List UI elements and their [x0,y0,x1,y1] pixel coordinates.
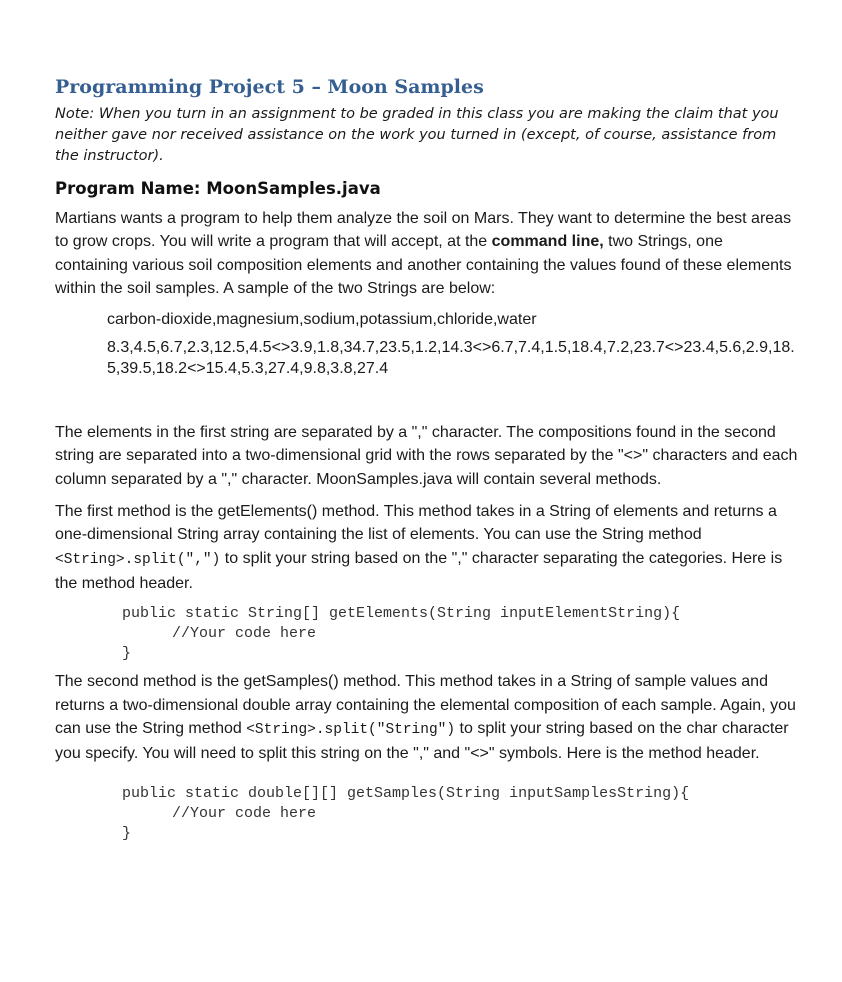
code-line: public static double[][] getSamples(String inputSamplesString){ [122,785,690,803]
spacer [55,774,800,784]
program-name-heading: Program Name: MoonSamples.java [55,179,381,198]
second-method-text-2: to split your string based on the char character you specify. You will need to split this string on the "," and "<>" symbols. Here is the method header. [55,719,789,763]
intro-bold: command line, [491,233,604,251]
first-method-text-2: to split your string based on the "," character separating the categories. Here is the method header. [55,549,783,592]
elements-explanation-paragraph: The elements in the first string are separated by a "," character. The compositions found in the second string are separated into a two-dimensional grid with the rows separated by the "<>" characters and each column separated by a "," character. MoonSamples.java will contain several methods. [55,424,798,488]
intro-text-1: Martians wants a program to help them analyze the soil on Mars. They want to determine the best areas to grow crops. You will write a program that will accept, at the [55,210,792,251]
intro-paragraph [55,207,800,300]
code-line: } [122,825,132,843]
first-method-text-1: The first method is the getElements() method. This method takes in a String of elements and returns a one-dimensional String array containing the list of elements. You can use the String method [55,503,777,544]
second-method-paragraph [55,670,800,765]
intro-text-2: two Strings, one containing various soil composition elements and another containing the values found of these elements within the soil samples. A sample of the two Strings are below: [55,233,792,297]
first-method-inline-code: <String>.split(",") [55,551,221,568]
get-elements-code [122,604,800,664]
code-line: } [122,645,132,663]
code-comment: //Your code here [172,805,317,823]
honor-note: Note: When you turn in an assignment to be graded in this class you are making the claim that you neither gave nor received assistance on the work you turned in (except, of course, assistance from the instructor). [55,106,779,164]
sample-strings [107,309,800,379]
page-title: Programming Project 5 – Moon Samples [55,76,484,98]
second-method-inline-code: <String>.split("String") [246,721,456,738]
second-method-text-1: The second method is the getSamples() method. This method takes in a String of sample values and returns a two-dimensional double array containing the elemental composition of each sample. Again, you can use the String method [55,673,796,737]
sample-elements-string: carbon-dioxide,magnesium,sodium,potassium,chloride,water [107,311,537,329]
get-samples-code [122,784,800,844]
sample-values-string: 8.3,4.5,6.7,2.3,12.5,4.5<>3.9,1.8,34.7,23.5,1.2,14.3<>6.7,7.4,1.5,18.4,7.2,23.7<>23.4,5.6,2.9,18.5,39.5,18.2<>15.4,5.3,27.4,9.8,3.8,27.4 [107,339,795,378]
code-comment: //Your code here [172,625,317,643]
first-method-paragraph [55,500,800,595]
document-page [55,76,800,850]
code-line: public static String[] getElements(String inputElementString){ [122,605,681,623]
